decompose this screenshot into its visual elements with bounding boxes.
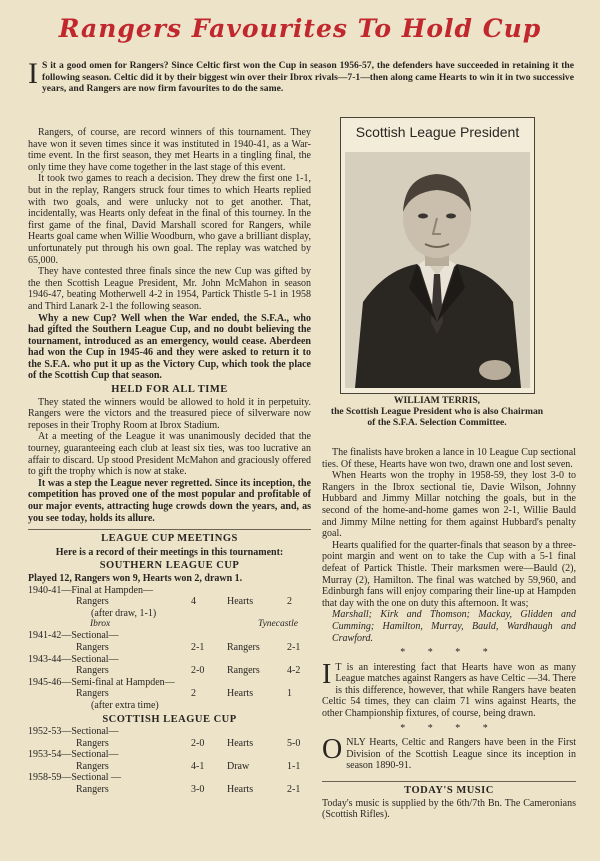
paragraph: Why a new Cup? Well when the War ended, the S.F.A., who had gifted the Southern League Cup, and no doubt believing the tournament, introduced as an emergency, would cease. Aberdeen had won the Cup in 1945-46 and they were asked to return it to the S.F.A. who put it up as the Victory Cup, which took the place of the Scottish Cup that season.: [28, 312, 311, 382]
result-note: (after draw, 1-1): [91, 607, 157, 619]
result-row: Rangers 4 Hearts 2: [76, 596, 292, 608]
paragraph: It took two games to reach a decision. They drew the first one 1-1, but in the replay, Rangers struck four times to which Hearts replied with two goals, and were unlucky not to get another. That, incidentally, was Hearts only defeat in the final of this tourney. In the first game of the final, David Marshall scored for Rangers, while Hearts goal came when Willie Woodburn, who gave a brilliant display, unfortunately put through his own goal. The replay was watched by 65,000.: [28, 173, 311, 266]
left-column: [28, 127, 311, 796]
venue-headers: [28, 619, 311, 630]
intro-dropcap: I: [28, 57, 38, 90]
season-1953: 1953-54—Sectional—: [28, 749, 119, 761]
meetings-title: LEAGUE CUP MEETINGS: [101, 533, 238, 545]
season-1958: 1958-59—Sectional —: [28, 772, 122, 784]
result-note: (after extra time): [91, 699, 159, 711]
result-row: Rangers 2 Hearts 1: [76, 688, 292, 700]
right-column: [322, 447, 576, 821]
intro-text: S it a good omen for Rangers? Since Celtic first won the Cup in season 1956-57, the defenders have succeeded in retaining it the following season. Celtic did it by their biggest win over their Ibrox rivals—7-1—then along came Hearts to win it in two successive years, and Rangers are now firm favourites to do the same.: [42, 60, 574, 95]
paragraph: They have contested three finals since the new Cup was gifted by the then Scottish League President, Mr. John McMahon in season 1946-47, beating Motherwell 4-2 in 1954, Partick Thistle 5-1 in 1958 and Third Lanark 2-1 the following season.: [28, 266, 311, 312]
dropcap: O: [322, 734, 343, 766]
intro-paragraph: [28, 57, 574, 95]
caption-name: WILLIAM TERRIS,: [393, 395, 481, 406]
southern-title: SOUTHERN LEAGUE CUP: [99, 560, 240, 572]
paragraph: ONLY Hearts, Celtic and Rangers have been in the First Division of the Scottish League since its inception in season 1890-91.: [322, 734, 576, 772]
venue-ibrox: Ibrox: [90, 619, 111, 630]
paragraph: When Hearts won the trophy in 1958-59, they lost 3-0 to Rangers in the Ibrox sectional tie, Davie Wilson, Johnny Hubbard and Jimmy Millar notching the goals, but in the second of the home-and-home games won 2-1, Willie Bauld and Jimmy Milne netting for them against Hubbard's penalty goal.: [322, 470, 576, 540]
headline: Rangers Favourites To Hold Cup: [58, 14, 542, 43]
divider: [322, 781, 576, 782]
president-photo-box: [340, 117, 535, 394]
season-1943: 1943-44—Sectional—: [28, 653, 119, 665]
venue-tynecastle: Tynecastle: [258, 619, 298, 630]
portrait-illustration: [345, 152, 530, 388]
paragraph: Hearts qualified for the quarter-finals that season by a three-point margin and went on to take the Cup with a 5-1 final defeat of Partick Thistle. Their marksmen were—Bauld (2), Murray (2), Hamilton. The final was watched by 59,960, and Edinburgh fans will enjoy comparing their line-up at Hampden that day with the one on duty this afternoon. It was;: [322, 539, 576, 609]
season-1940: 1940-41—Final at Hampden—: [28, 584, 153, 596]
star-separator: * * * *: [400, 647, 498, 659]
paragraph: They stated the winners would be allowed to hold it in perpetuity. Rangers were the victors and the treasured piece of silverware now reposes in their Trophy Room at Ibrox Stadium.: [28, 396, 311, 431]
paragraph: The finalists have broken a lance in 10 League Cup sectional ties. Of these, Hearts have won two, drawn one and lost seven.: [322, 447, 576, 470]
team-lineup: Marshall; Kirk and Thomson; Mackay, Glidden and Cumming; Hamilton, Murray, Bauld, Wardhaugh and Crawford.: [332, 609, 576, 644]
result-row: Rangers 4-1 Draw 1-1: [76, 760, 301, 772]
star-separator: * * * *: [400, 722, 498, 734]
paragraph: I T is an interesting fact that Hearts have won as many League matches against Rangers as have Celtic —34. There is this difference, however, that while Rangers have beaten Celtic 54 times, they can claim 71 wins against Hearts, the other Championship fixtures, of course, being drawn.: [322, 658, 576, 720]
subheading-held-for-all-time: HELD FOR ALL TIME: [111, 384, 228, 396]
photo-caption: [330, 395, 544, 429]
divider: [28, 529, 311, 530]
meetings-intro: Here is a record of their meetings in this tournament:: [55, 546, 284, 558]
caption-description: the Scottish League President who is also Chairman of the S.F.A. Selection Committee.: [330, 406, 544, 429]
result-row: Rangers 2-0 Hearts 5-0: [76, 737, 301, 749]
result-row: Rangers 2-1 Rangers 2-1: [76, 641, 301, 653]
season-1945: 1945-46—Semi-final at Hampden—: [28, 676, 175, 688]
scottish-title: SCOTTISH LEAGUE CUP: [102, 713, 237, 725]
played-summary: Played 12, Rangers won 9, Hearts won 2, drawn 1.: [28, 572, 243, 584]
photo-title: Scottish League President: [355, 124, 520, 140]
season-1941: 1941-42—Sectional—: [28, 630, 119, 642]
portrait-photo: [345, 152, 530, 388]
result-row: Rangers 3-0 Hearts 2-1: [76, 784, 301, 796]
dropcap: I: [322, 658, 332, 690]
paragraph: Rangers, of course, are record winners of this tournament. They have won it seven times since it was instituted in 1940-41, as a War-time event. In the first season, they met Hearts in a tingling final, the only time they have come together in the last stage of this event.: [28, 127, 311, 173]
paragraph: At a meeting of the League it was unanimously decided that the tourney, guaranteeing each club at least six ties, was too lucrative an affair to discard. Up stood President McMahon and graciously offered to gift the trophy which is now at stake.: [28, 431, 311, 478]
music-text: Today's music is supplied by the 6th/7th Bn. The Cameronians (Scottish Rifles).: [322, 797, 576, 821]
paragraph: It was a step the League never regretted. Since its inception, the competition has proved one of the most popular and profitable of our major events, attracting huge crowds down the years, and, as you see today, holds its allure.: [28, 477, 311, 524]
music-title: TODAY'S MUSIC: [404, 785, 494, 797]
result-row: Rangers 2-0 Rangers 4-2: [76, 665, 301, 677]
season-1952: 1952-53—Sectional—: [28, 726, 119, 738]
